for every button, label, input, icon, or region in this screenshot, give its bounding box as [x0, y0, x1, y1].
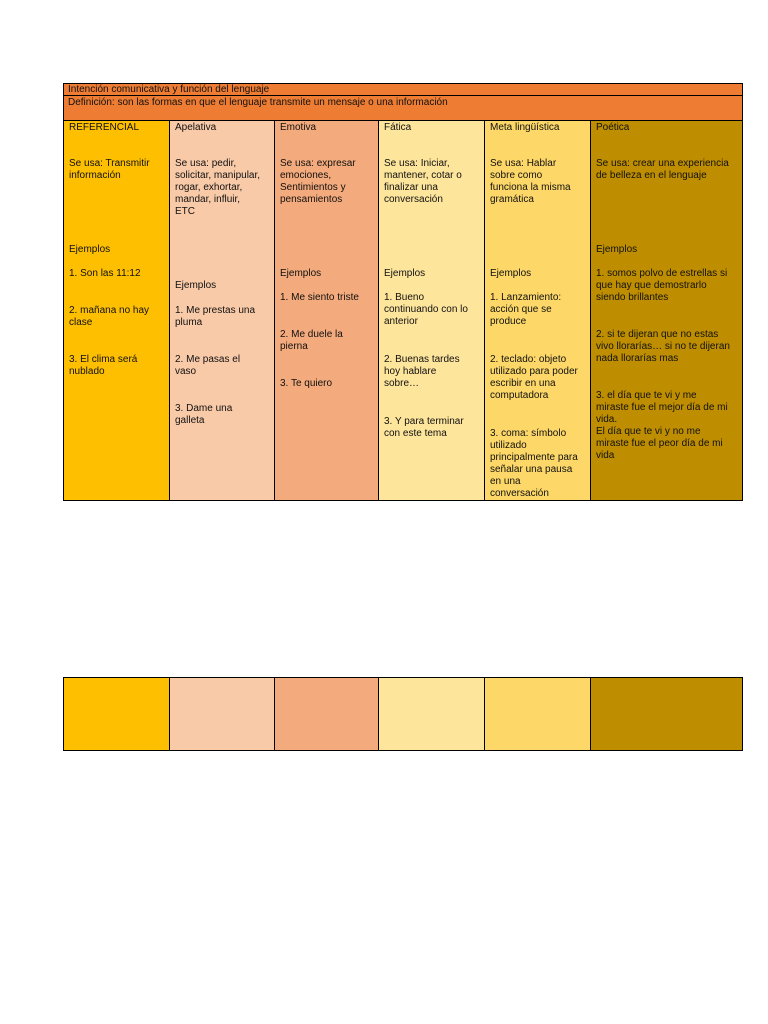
- example-item: 2. Buenas tardes hoy hablare sobre…: [384, 354, 460, 389]
- examples-label: Ejemplos: [490, 268, 532, 279]
- example-item: 2. Me pasas el vaso: [175, 354, 241, 377]
- examples-label: Ejemplos: [384, 268, 426, 279]
- column-heading: REFERENCIAL: [69, 122, 140, 133]
- table-definition: Definición: son las formas en que el lenguaje transmite un mensaje o una información: [64, 96, 742, 121]
- column-heading: Fática: [384, 122, 412, 133]
- color-swatch: [379, 678, 485, 750]
- column-usage: Se usa: expresar emociones, Sentimientos y pensamientos: [280, 158, 356, 205]
- column-heading: Apelativa: [175, 122, 217, 133]
- column-heading: Meta lingüística: [490, 122, 560, 133]
- examples-label: Ejemplos: [596, 244, 638, 255]
- example-item: 3. coma: símbolo utilizado principalmente para señalar una pausa en una conversación: [490, 428, 578, 499]
- color-swatch: [275, 678, 379, 750]
- examples-label: Ejemplos: [69, 244, 111, 255]
- example-item: 1. somos polvo de estrellas si que hay que demostrarlo siendo brillantes: [596, 268, 728, 303]
- example-item: 2. Me duele la pierna: [280, 329, 343, 352]
- example-item: 3. el día que te vi y me miraste fue el mejor día de mi vida. El día que te vi y no me miraste fue el peor día de mi vida: [596, 390, 728, 461]
- color-swatch: [485, 678, 591, 750]
- column-usage: Se usa: crear una experiencia de belleza en el lenguaje: [596, 158, 729, 181]
- example-item: 1. Me siento triste: [280, 292, 359, 303]
- table-title: Intención comunicativa y función del lenguaje: [64, 84, 742, 96]
- example-item: 2. mañana no hay clase: [69, 305, 150, 328]
- color-swatch: [64, 678, 170, 750]
- example-item: 3. El clima será nublado: [69, 354, 138, 377]
- column-apelativa: [170, 121, 275, 500]
- example-item: 2. teclado: objeto utilizado para poder escribir en una computadora: [490, 354, 578, 401]
- example-item: 3. Dame una galleta: [175, 403, 233, 426]
- examples-label: Ejemplos: [280, 268, 322, 279]
- column-usage: Se usa: pedir, solicitar, manipular, rogar, exhortar, mandar, influir, ETC: [175, 158, 261, 217]
- color-swatch: [591, 678, 742, 750]
- language-functions-table: [63, 83, 743, 501]
- column-usage: Se usa: Hablar sobre como funciona la misma gramática: [490, 158, 571, 205]
- column-fatica: [379, 121, 485, 500]
- color-swatch-row: [63, 677, 743, 751]
- color-swatch: [170, 678, 275, 750]
- column-heading: Poética: [596, 122, 630, 133]
- example-item: 1. Son las 11:12: [69, 268, 141, 279]
- column-usage: Se usa: Transmitir información: [69, 158, 150, 181]
- example-item: 1. Lanzamiento: acción que se produce: [490, 292, 562, 327]
- column-emotiva: [275, 121, 379, 500]
- example-item: 2. si te dijeran que no estas vivo llorarías… si no te dijeran nada llorarías mas: [596, 329, 730, 364]
- example-item: 3. Te quiero: [280, 378, 333, 389]
- examples-label: Ejemplos: [175, 280, 217, 291]
- column-referencial: [64, 121, 170, 500]
- column-usage: Se usa: Iniciar, mantener, cotar o finalizar una conversación: [384, 158, 462, 205]
- example-item: 1. Me prestas una pluma: [175, 305, 256, 328]
- column-heading: Emotiva: [280, 122, 317, 133]
- column-meta-linguistica: [485, 121, 591, 500]
- example-item: 3. Y para terminar con este tema: [384, 416, 464, 439]
- example-item: 1. Bueno continuando con lo anterior: [384, 292, 468, 327]
- column-poetica: [591, 121, 742, 500]
